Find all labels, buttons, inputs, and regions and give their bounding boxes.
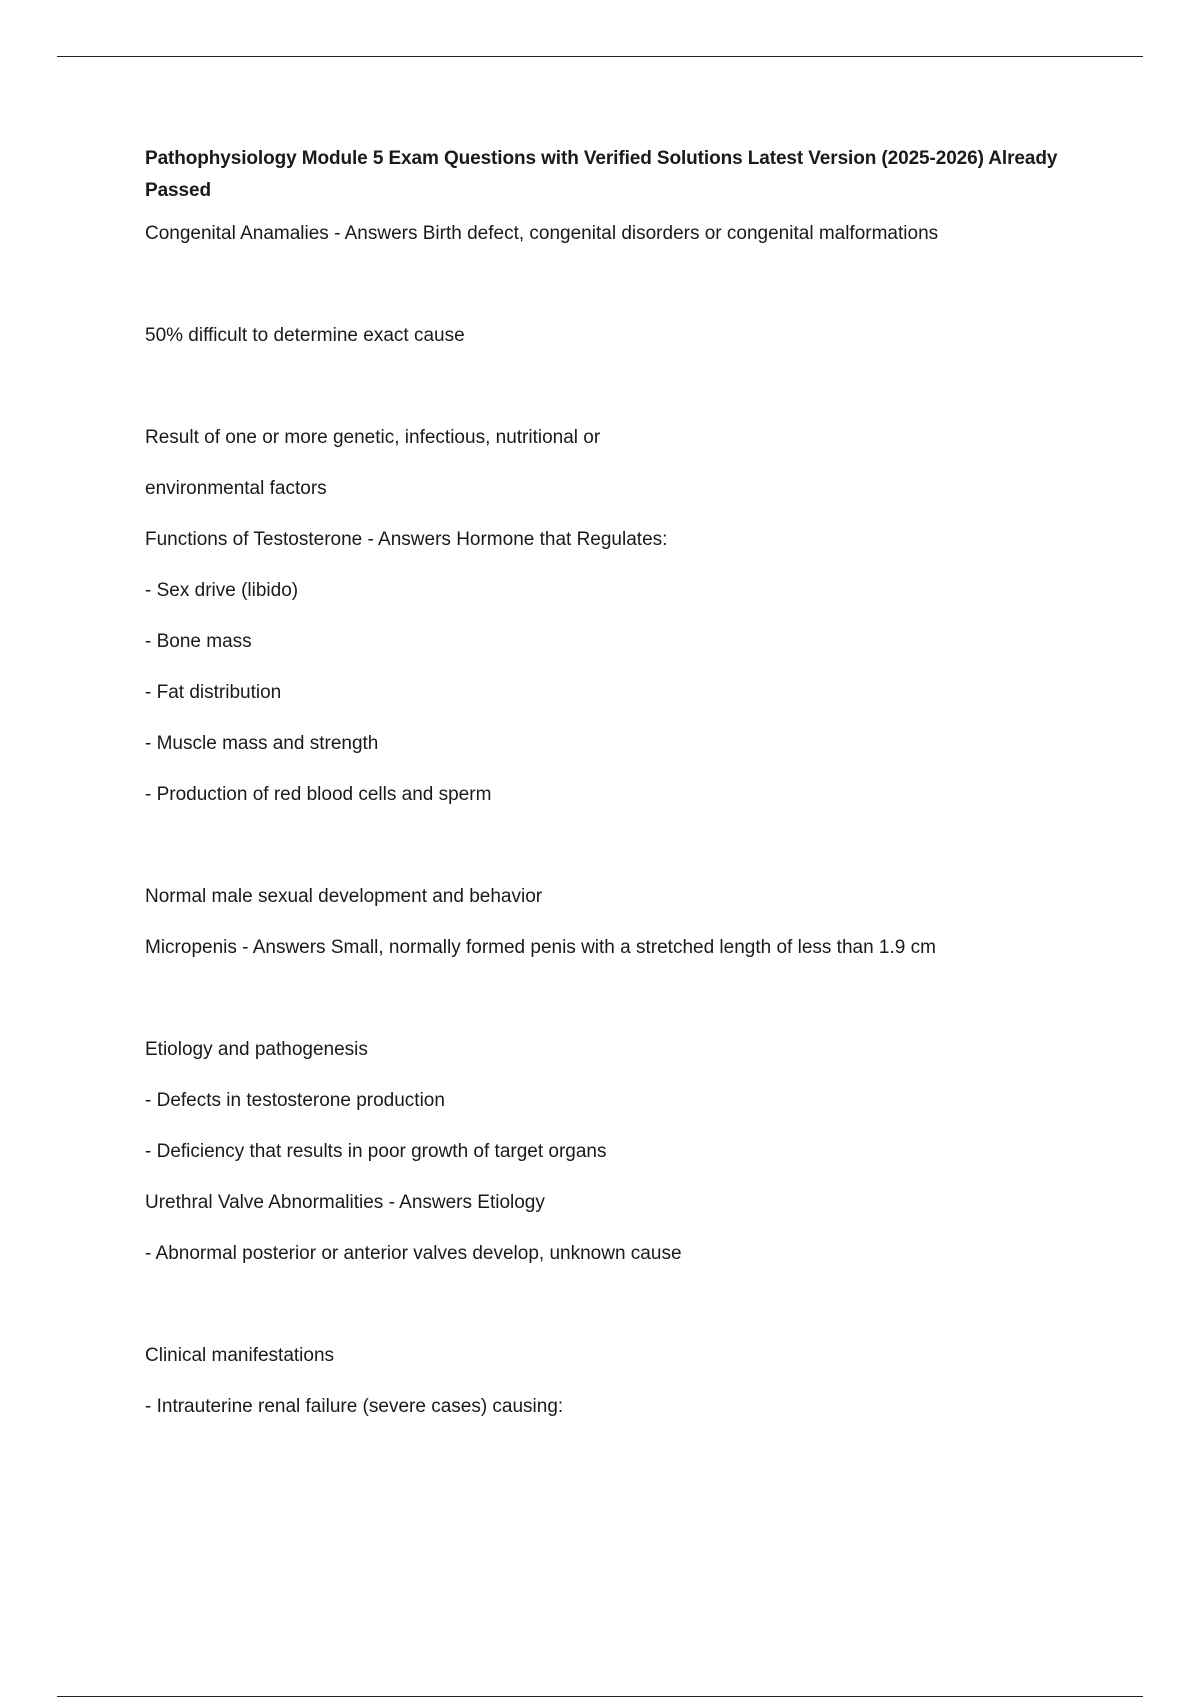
list-item: - Intrauterine renal failure (severe cases) causing:	[145, 1396, 564, 1417]
footer-rule	[57, 1696, 1143, 1697]
text-line: Result of one or more genetic, infectious, nutritional or	[145, 427, 601, 448]
header-rule	[57, 56, 1143, 57]
document-body	[145, 143, 1105, 1419]
list-item: - Deficiency that results in poor growth of target organs	[145, 1141, 607, 1162]
list-item: - Muscle mass and strength	[145, 733, 379, 754]
list-item: - Bone mass	[145, 631, 252, 652]
text-line: 50% difficult to determine exact cause	[145, 325, 465, 346]
document-title: Pathophysiology Module 5 Exam Questions with Verified Solutions Latest Version (2025-2026) Already Passed	[145, 148, 1058, 201]
text-line: Normal male sexual development and behavior	[145, 886, 543, 907]
list-item: - Sex drive (libido)	[145, 580, 299, 601]
text-line: Functions of Testosterone - Answers Hormone that Regulates:	[145, 529, 668, 550]
list-item: - Abnormal posterior or anterior valves develop, unknown cause	[145, 1243, 682, 1264]
text-line: Urethral Valve Abnormalities - Answers Etiology	[145, 1192, 545, 1213]
text-line: Etiology and pathogenesis	[145, 1039, 368, 1060]
list-item: - Fat distribution	[145, 682, 282, 703]
text-line: Congenital Anamalies - Answers Birth defect, congenital disorders or congenital malformations	[145, 223, 939, 244]
text-line: Micropenis - Answers Small, normally formed penis with a stretched length of less than 1.9 cm	[145, 937, 936, 958]
text-line: environmental factors	[145, 478, 327, 499]
list-item: - Production of red blood cells and sperm	[145, 784, 492, 805]
list-item: - Defects in testosterone production	[145, 1090, 445, 1111]
text-line: Clinical manifestations	[145, 1345, 335, 1366]
